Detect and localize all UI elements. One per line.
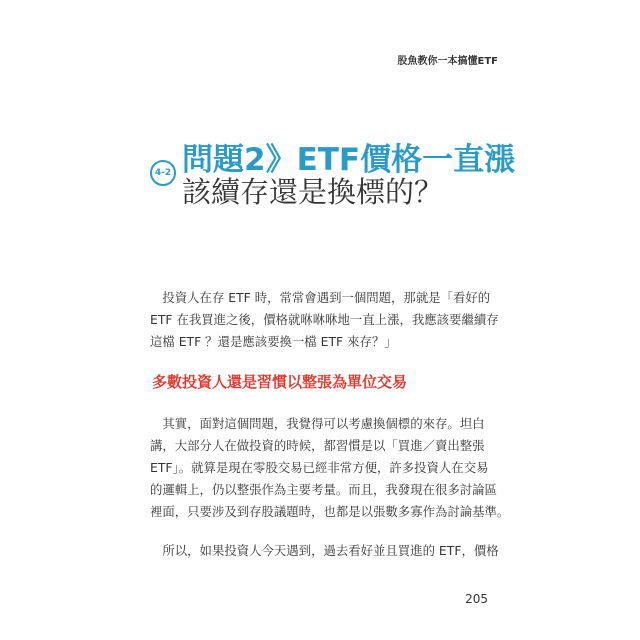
paragraph-line: 其實，面對這個問題，我覺得可以考慮換個標的來存。坦白: [150, 416, 485, 431]
paragraph-2: [150, 413, 510, 523]
paragraph-line: 投資人在存 ETF 時，常常會遇到一個問題，那就是「看好的: [150, 290, 491, 305]
page-number: 205: [465, 592, 488, 606]
running-header: 股魚教你一本搞懂ETF: [397, 56, 498, 67]
paragraph-line: ETF 在我買進之後，價格就咻咻咻地一直上漲，我應該要繼續存: [150, 312, 499, 327]
paragraph-line: 這檔 ETF ？還是應該要換一檔 ETF 來存？」: [150, 334, 397, 349]
paragraph-line: 所以，如果投資人今天遇到，過去看好並且買進的 ETF，價格: [150, 543, 499, 558]
section-number-badge: 4-2: [150, 160, 176, 186]
paragraph-3: [150, 540, 499, 562]
paragraph-line: 講，大部分人在做投資的時候，都習慣是以「買進／賣出整張: [150, 438, 485, 453]
paragraph-line: 裡面，只要涉及到存股議題時，也都是以張數多寡作為討論基準。: [150, 504, 510, 519]
section-title: 問題2》ETF價格一直漲: [182, 142, 516, 178]
subheading: 多數投資人還是習慣以整張為單位交易: [152, 373, 408, 391]
paragraph-line: ETF」。就算是現在零股交易已經非常方便，許多投資人在交易: [150, 460, 489, 475]
paragraph-1: [150, 287, 499, 353]
section-subtitle: 該續存還是換標的？: [182, 175, 444, 209]
paragraph-line: 的邏輯上，仍以整張作為主要考量。而且，我發現在很多討論區: [150, 482, 497, 497]
